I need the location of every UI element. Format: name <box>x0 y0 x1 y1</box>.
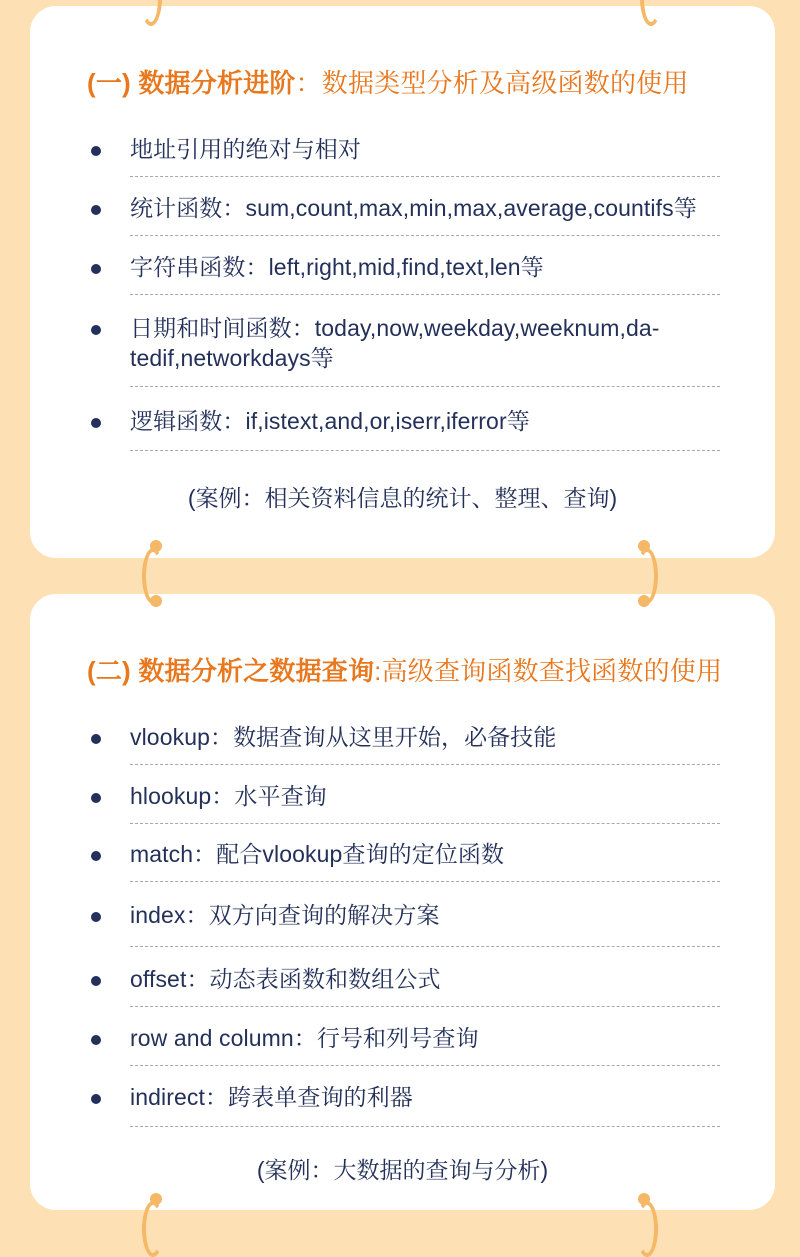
list-item-text: 字符串函数：left,right,mid,find,text,len等 <box>130 254 544 280</box>
bullet-icon <box>91 205 101 215</box>
section-title <box>87 656 722 686</box>
section-card-data-query <box>30 594 775 1210</box>
case-note: (案例：大数据的查询与分析) <box>256 1157 549 1183</box>
section-card-data-analysis-advanced <box>30 6 775 558</box>
list-item <box>130 252 720 295</box>
bullet-icon <box>91 146 101 156</box>
bullet-icon <box>91 1035 101 1045</box>
list-item-text: index：双方向查询的解决方案 <box>130 902 440 928</box>
list-item-text: vlookup：数据查询从这里开始，必备技能 <box>130 724 557 750</box>
section-title <box>87 68 689 98</box>
list-item <box>130 313 720 387</box>
section-title-strong: (一) 数据分析进阶 <box>87 68 296 98</box>
list-item-text: hlookup：水平查询 <box>130 783 327 809</box>
list-item <box>130 722 720 765</box>
binder-ring-icon <box>142 1201 164 1257</box>
bullet-icon <box>91 851 101 861</box>
bullet-icon <box>91 976 101 986</box>
binder-ring-icon <box>636 1201 658 1257</box>
list-item <box>130 964 720 1007</box>
list-item <box>130 781 720 824</box>
list-item <box>130 193 720 236</box>
list-item <box>130 839 720 882</box>
bullet-icon <box>91 912 101 922</box>
list-item-text: match：配合vlookup查询的定位函数 <box>130 841 505 867</box>
list-item <box>130 1082 720 1127</box>
list-item <box>130 406 720 451</box>
bullet-icon <box>91 418 101 428</box>
list-item-text: offset：动态表函数和数组公式 <box>130 966 441 992</box>
bullet-icon <box>91 1094 101 1104</box>
list-item <box>130 134 720 177</box>
list-item <box>130 900 720 947</box>
bullet-icon <box>91 264 101 274</box>
list-item-text: indirect：跨表单查询的利器 <box>130 1084 413 1110</box>
list-item-text: 地址引用的绝对与相对 <box>130 136 361 162</box>
case-note: (案例：相关资料信息的统计、整理、查询) <box>187 485 618 511</box>
section-title-rest: :高级查询函数查找函数的使用 <box>374 656 723 686</box>
list-item <box>130 1023 720 1066</box>
binder-ring-dot-icon <box>150 595 162 607</box>
list-item-text: 统计函数：sum,count,max,min,max,average,countifs等 <box>130 195 697 221</box>
section-title-strong: (二) 数据分析之数据查询 <box>87 656 375 686</box>
bullet-icon <box>91 325 101 335</box>
list-item-text: 逻辑函数：if,istext,and,or,iserr,iferror等 <box>130 408 530 434</box>
bullet-icon <box>91 793 101 803</box>
binder-ring-dot-icon <box>638 595 650 607</box>
section-title-rest: ：数据类型分析及高级函数的使用 <box>295 68 689 98</box>
bullet-icon <box>91 734 101 744</box>
list-item-text: 日期和时间函数：today,now,weekday,weeknum,da- tedif,networkdays等 <box>130 315 660 371</box>
list-item-text: row and column：行号和列号查询 <box>130 1025 479 1051</box>
